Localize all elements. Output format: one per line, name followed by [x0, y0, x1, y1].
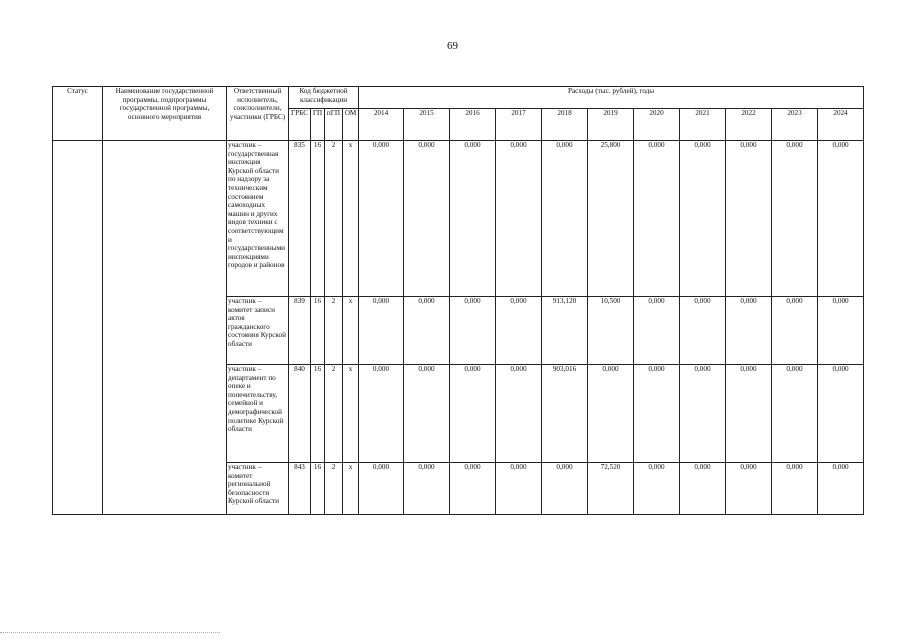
value-cell: 0,000 [634, 463, 680, 515]
header-year: 2018 [542, 109, 588, 141]
gp-cell: 16 [311, 141, 325, 297]
value-cell: 0,000 [772, 297, 818, 365]
grbs-cell: 835 [289, 141, 311, 297]
header-name: Наименование государственной программы, подпрограммы государственной программы, основного мероприятия [103, 87, 227, 141]
header-year: 2020 [634, 109, 680, 141]
value-cell: 0,000 [726, 463, 772, 515]
value-cell: 0,000 [818, 463, 864, 515]
header-budget-code: Код бюджетной классификации [289, 87, 359, 109]
value-cell: 0,000 [680, 463, 726, 515]
value-cell: 0,000 [726, 297, 772, 365]
header-year: 2016 [450, 109, 496, 141]
value-cell: 0,000 [496, 463, 542, 515]
value-cell: 0,000 [450, 141, 496, 297]
grbs-cell: 843 [289, 463, 311, 515]
gp-cell: 16 [311, 463, 325, 515]
value-cell: 903,016 [542, 365, 588, 463]
value-cell: 0,000 [680, 365, 726, 463]
value-cell: 0,000 [404, 365, 450, 463]
pgp-cell: 2 [325, 365, 343, 463]
status-cell [53, 141, 103, 515]
participant-cell: участник – комитет региональной безопасности Курской области [227, 463, 289, 515]
scan-artifact-line [0, 630, 220, 633]
grbs-cell: 840 [289, 365, 311, 463]
value-cell: 0,000 [542, 463, 588, 515]
value-cell: 0,000 [818, 297, 864, 365]
value-cell: 0,000 [634, 141, 680, 297]
value-cell: 0,000 [680, 141, 726, 297]
pgp-cell: 2 [325, 463, 343, 515]
gp-cell: 16 [311, 297, 325, 365]
header-code-om: ОМ [343, 109, 359, 141]
pgp-cell: 2 [325, 297, 343, 365]
header-code-gp: ГП [311, 109, 325, 141]
header-expenses: Расходы (тыс. рублей), годы [359, 87, 864, 109]
header-year: 2021 [680, 109, 726, 141]
value-cell: 0,000 [450, 297, 496, 365]
value-cell: 0,000 [359, 141, 404, 297]
page-number: 69 [447, 40, 458, 52]
om-cell: х [343, 141, 359, 297]
value-cell: 0,000 [772, 141, 818, 297]
value-cell: 0,000 [588, 365, 634, 463]
budget-table [52, 86, 864, 515]
value-cell: 0,000 [680, 297, 726, 365]
value-cell: 0,000 [634, 297, 680, 365]
value-cell: 0,000 [404, 297, 450, 365]
participant-cell: участник – департамент по опеке и попечительству, семейной и демографической политике Курской области [227, 365, 289, 463]
header-year: 2017 [496, 109, 542, 141]
value-cell: 0,000 [359, 463, 404, 515]
header-year: 2022 [726, 109, 772, 141]
value-cell: 0,000 [542, 141, 588, 297]
participant-cell: участник – комитет записи актов гражданского состояния Курской области [227, 297, 289, 365]
header-year: 2019 [588, 109, 634, 141]
header-year: 2023 [772, 109, 818, 141]
header-code-grbs: ГРБС [289, 109, 311, 141]
value-cell: 0,000 [634, 365, 680, 463]
value-cell: 913,120 [542, 297, 588, 365]
header-responsible: Ответственный исполнитель, соисполнители, участники (ГРБС) [227, 87, 289, 141]
participant-cell: участник – государственная инспекция Курской области по надзору за техническим состоянием самоходных машин и других видов техники с соответствующими государственными инспекциями городов и районов [227, 141, 289, 297]
gp-cell: 16 [311, 365, 325, 463]
value-cell: 0,000 [404, 141, 450, 297]
value-cell: 25,800 [588, 141, 634, 297]
table-row [53, 141, 864, 297]
value-cell: 72,520 [588, 463, 634, 515]
value-cell: 0,000 [359, 365, 404, 463]
value-cell: 0,000 [450, 365, 496, 463]
grbs-cell: 839 [289, 297, 311, 365]
value-cell: 0,000 [726, 141, 772, 297]
om-cell: х [343, 365, 359, 463]
value-cell: 10,500 [588, 297, 634, 365]
header-year: 2015 [404, 109, 450, 141]
value-cell: 0,000 [772, 365, 818, 463]
header-status: Статус [53, 87, 103, 141]
header-year: 2024 [818, 109, 864, 141]
value-cell: 0,000 [772, 463, 818, 515]
name-cell [103, 141, 227, 515]
om-cell: х [343, 463, 359, 515]
value-cell: 0,000 [359, 297, 404, 365]
value-cell: 0,000 [818, 141, 864, 297]
value-cell: 0,000 [496, 297, 542, 365]
om-cell: х [343, 297, 359, 365]
value-cell: 0,000 [496, 365, 542, 463]
value-cell: 0,000 [726, 365, 772, 463]
value-cell: 0,000 [818, 365, 864, 463]
value-cell: 0,000 [450, 463, 496, 515]
pgp-cell: 2 [325, 141, 343, 297]
value-cell: 0,000 [496, 141, 542, 297]
header-year: 2014 [359, 109, 404, 141]
value-cell: 0,000 [404, 463, 450, 515]
header-code-pgp: пГП [325, 109, 343, 141]
